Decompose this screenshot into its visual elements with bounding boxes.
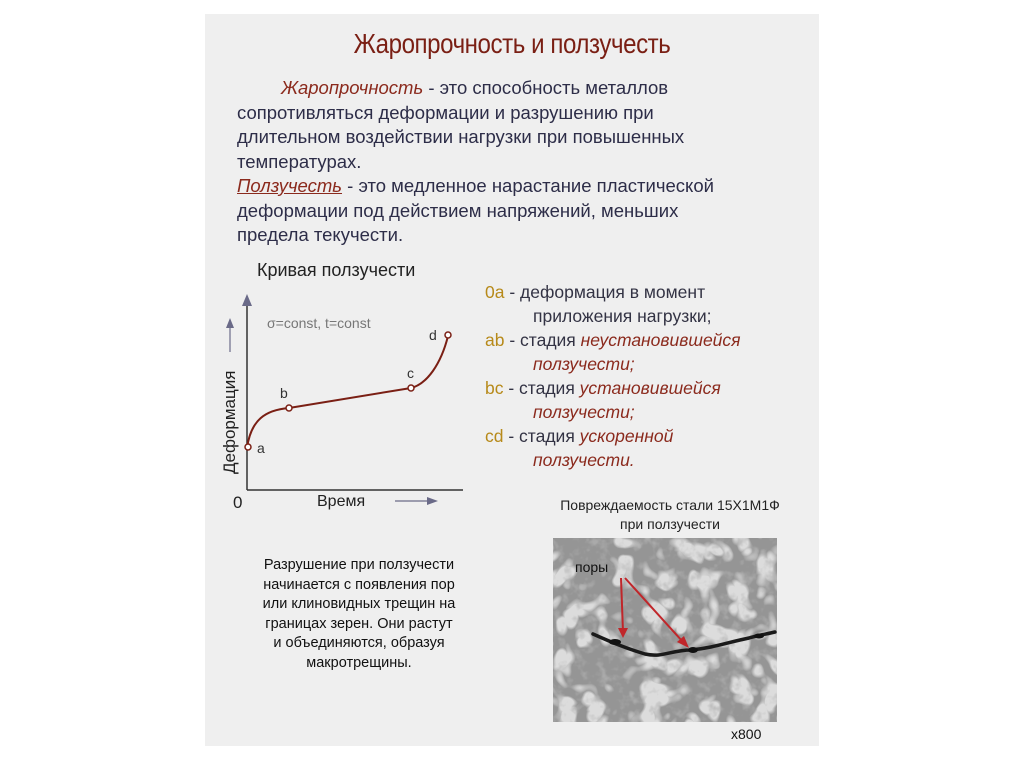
stage-italic-bc: установившейся xyxy=(579,378,721,398)
creep-line-2: деформации под действием напряжений, меньших xyxy=(237,199,679,221)
point-label-b: b xyxy=(280,385,288,401)
stage-ab-cont: ползучести; xyxy=(533,354,635,374)
slide-title: Жаропрочность и ползучесть xyxy=(353,28,671,59)
definitions-block xyxy=(237,76,807,248)
x-label-arrowhead xyxy=(427,497,438,505)
point-label-c: c xyxy=(407,365,414,381)
micrograph-caption-line-1: Повреждаемость стали 15Х1М1Ф xyxy=(560,497,780,513)
creep-line-3: предела текучести. xyxy=(237,224,404,245)
pore-2 xyxy=(688,647,698,653)
point-d xyxy=(445,332,451,338)
creep-text: - это медленное нарастание пластической xyxy=(342,175,714,196)
stage-text-bc: - стадия xyxy=(503,378,580,398)
slide xyxy=(205,14,819,746)
y-label-arrowhead xyxy=(226,318,234,328)
stage-text-cd: - стадия xyxy=(503,426,580,446)
stage-code-0a: 0a xyxy=(485,282,505,302)
x-axis-label: Время xyxy=(317,493,366,510)
stage-code-cd: cd xyxy=(485,426,504,446)
magnification-label: х800 xyxy=(731,726,762,742)
creep-line-1 xyxy=(237,174,807,199)
creep-curve-title: Кривая ползучести xyxy=(257,260,416,280)
heat-resistance-line-4: температурах. xyxy=(237,150,362,172)
creep-curve xyxy=(247,336,448,448)
stage-code-ab: ab xyxy=(485,330,505,350)
creep-curve-diagram xyxy=(205,284,475,514)
stage-0a xyxy=(485,280,815,304)
stage-code-bc: bc xyxy=(485,378,504,398)
heat-resistance-line-2: сопротивляться деформации и разрушению при xyxy=(237,101,654,123)
heat-resistance-term: Жаропрочность xyxy=(281,77,424,98)
point-a xyxy=(245,444,251,450)
point-label-a: a xyxy=(257,440,265,456)
stage-italic-cd: ускоренной xyxy=(579,426,674,446)
failure-line-4: границах зерен. Они растут xyxy=(265,615,453,632)
stage-bc-cont: ползучести; xyxy=(533,402,635,422)
point-label-d: d xyxy=(429,327,437,343)
stage-bc xyxy=(485,376,815,400)
stage-cd-cont: ползучести. xyxy=(533,450,635,470)
chart-annotation: σ=const, t=const xyxy=(267,315,371,331)
micrograph-image xyxy=(553,538,777,722)
heat-resistance-line-3: длительном воздействии нагрузки при повышенных xyxy=(237,126,685,147)
stage-0a-cont: приложения нагрузки; xyxy=(533,306,712,326)
heat-resistance-text: - это способность металлов xyxy=(423,77,669,98)
pore-1 xyxy=(609,639,621,645)
micrograph-caption xyxy=(515,496,825,534)
creep-stages-list xyxy=(485,280,815,472)
pore-3 xyxy=(754,634,764,639)
point-b xyxy=(286,405,292,411)
stage-ab xyxy=(485,328,815,352)
micrograph-caption-line-2: при ползучести xyxy=(620,516,720,532)
point-c xyxy=(408,385,414,391)
failure-description xyxy=(229,556,489,673)
failure-line-2: начинается с появления пор xyxy=(263,576,455,593)
y-axis-arrowhead xyxy=(242,294,252,306)
failure-line-6: макротрещины. xyxy=(306,654,412,671)
creep-term: Ползучесть xyxy=(237,175,343,196)
y-axis-label: Деформация xyxy=(220,370,239,474)
pores-label: поры xyxy=(575,559,609,575)
failure-line-1: Разрушение при ползучести xyxy=(263,557,455,573)
heat-resistance-line-1 xyxy=(237,76,807,101)
failure-line-3: или клиновидных трещин на xyxy=(262,596,456,612)
origin-label: 0 xyxy=(233,493,243,512)
failure-line-5: и объединяются, образуя xyxy=(273,635,445,651)
stage-text-0a: - деформация в момент xyxy=(504,282,706,302)
stage-cd xyxy=(485,424,815,448)
stage-text-ab: - стадия xyxy=(504,330,581,350)
stage-italic-ab: неустановившейся xyxy=(580,330,741,350)
